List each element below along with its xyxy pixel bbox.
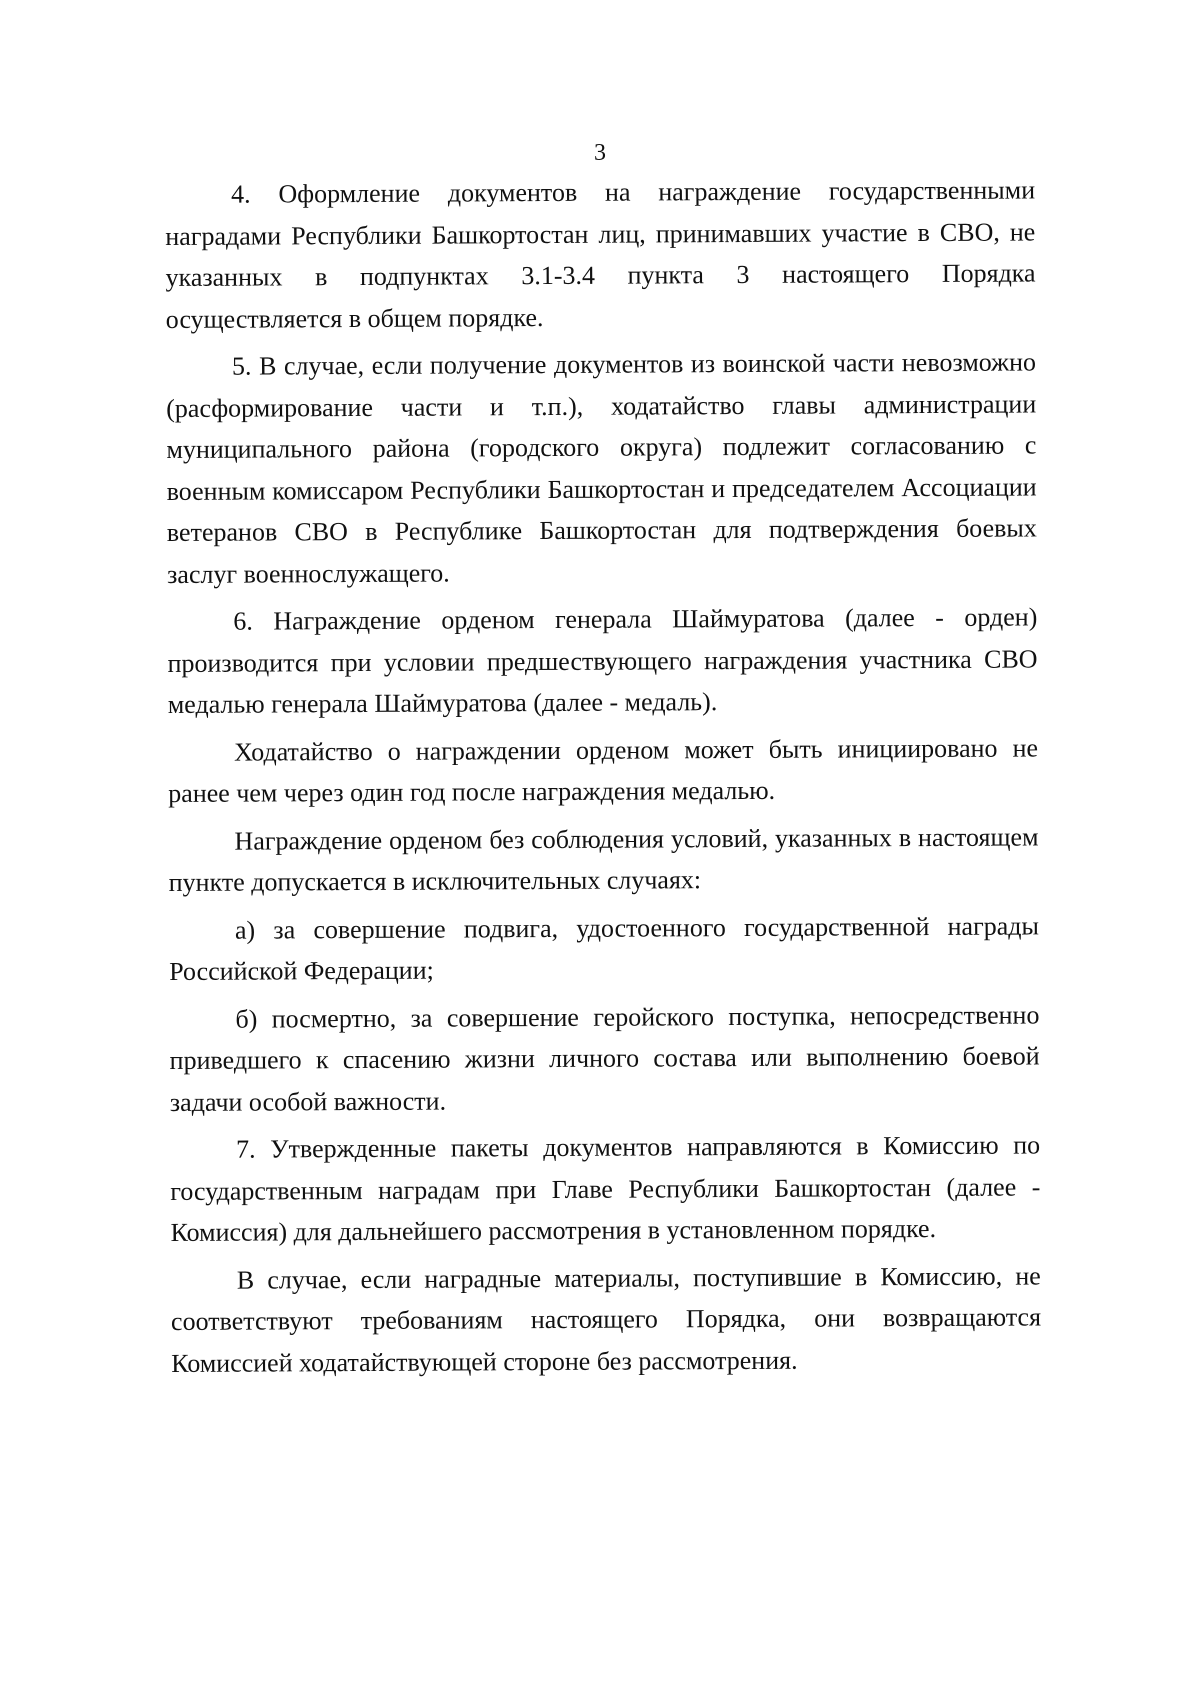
- paragraph-6-petition: Ходатайство о награждении орденом может быть инициировано не ранее чем через один год после награждения медалью.: [168, 732, 1039, 808]
- paragraph-6-item-b: б) посмертно, за совершение геройского поступка, непосредственно приведшего к спасению жизни личного состава или выполнению боевой задачи особой важности.: [169, 999, 1040, 1117]
- paragraph-7-return: В случае, если наградные материалы, поступившие в Комиссию, не соответствуют требованиям настоящего Порядка, они возвращаются Комиссией ходатайствующей стороне без рассмотрения.: [170, 1260, 1042, 1378]
- paragraph-5: 5. В случае, если получение документов из воинской части невозможно (расформирование части и т.п.), ходатайство главы администрации муниципального района (городского округа) подлежит согласованию с военным комиссаром Республики Башкортостан и председателем Ассоциации ветеранов СВО в Республике Башкортостан для подтверждения боевых заслуг военнослужащего.: [166, 347, 1037, 589]
- document-body: [165, 169, 1041, 1384]
- paragraph-6-exceptions: Награждение орденом без соблюдения условий, указанных в настоящем пункте допускается в исключительных случаях:: [168, 821, 1039, 897]
- paragraph-6-item-a: а) за совершение подвига, удостоенного государственной награды Российской Федерации;: [169, 910, 1040, 986]
- paragraph-4: 4. Оформление документов на награждение государственными наградами Республики Башкортостан лиц, принимавших участие в СВО, не указанных в подпунктах 3.1-3.4 пункта 3 настоящего Порядка осуществляется в общем порядке.: [165, 175, 1036, 334]
- paragraph-6: 6. Награждение орденом генерала Шаймуратова (далее - орден) производится при условии предшествующего награждения участника СВО медалью генерала Шаймуратова (далее - медаль).: [167, 602, 1038, 719]
- paragraph-7: 7. Утвержденные пакеты документов направляются в Комиссию по государственным наградам при Главе Республики Башкортостан (далее - Комиссия) для дальнейшего рассмотрения в установленном порядке.: [170, 1130, 1041, 1247]
- page-number: 3: [594, 140, 606, 166]
